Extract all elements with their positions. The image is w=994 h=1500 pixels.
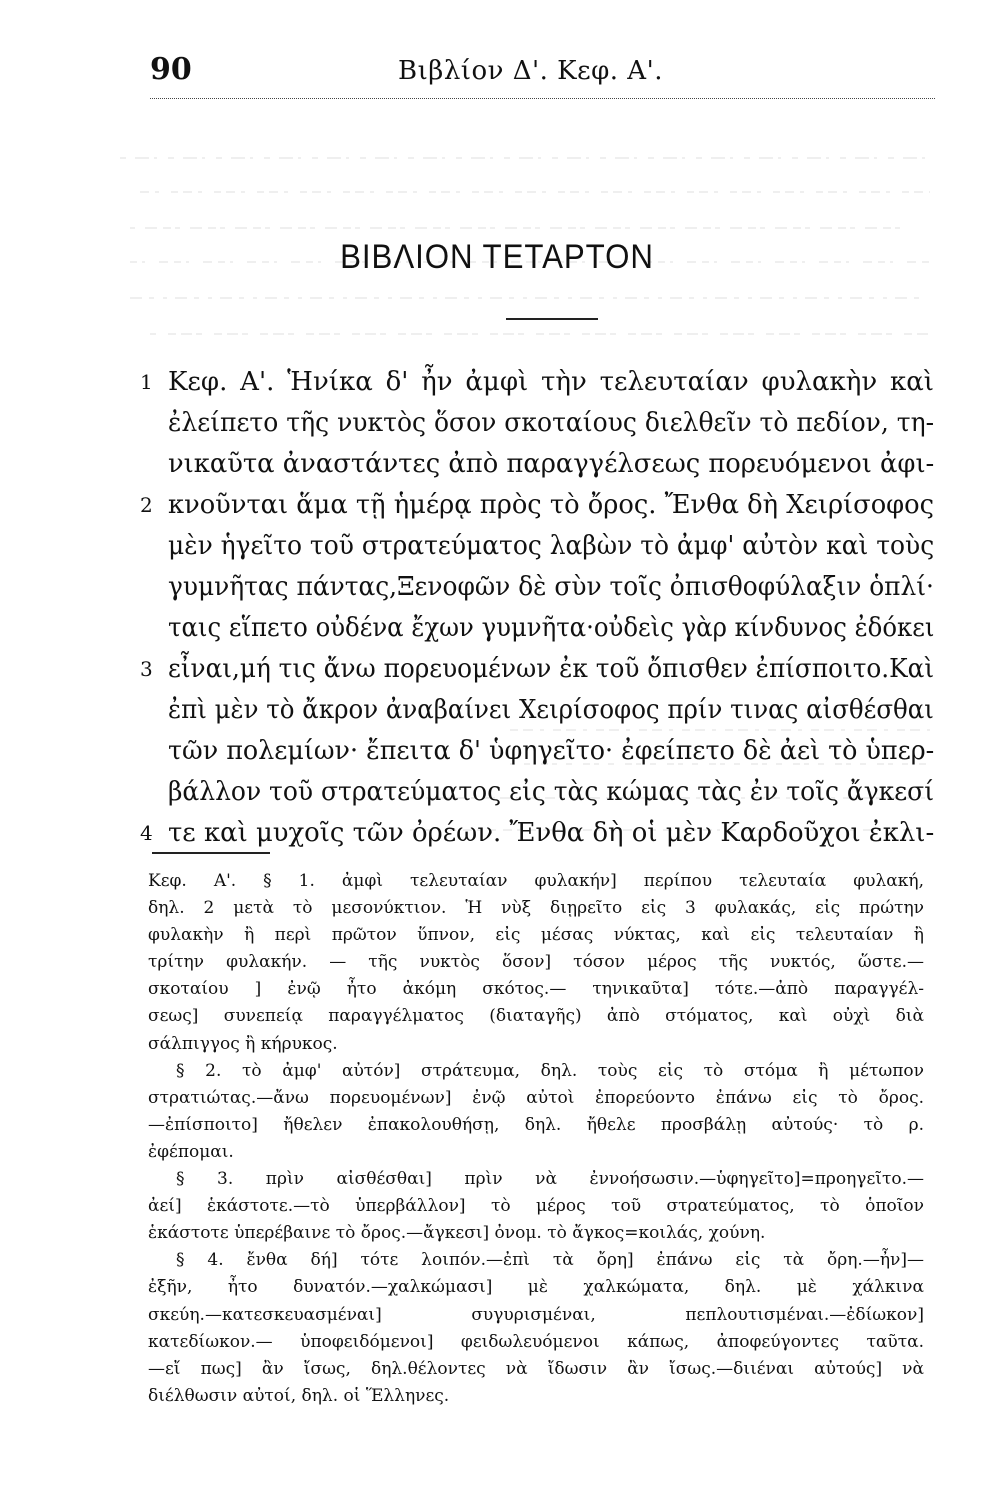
main-text-line: [168, 772, 934, 813]
footnote-line: Κεφ. Α'. § 1. ἀμφὶ τελευταίαν φυλακήν] περίπου τελευταία φυλακή,: [148, 871, 924, 891]
main-text-line: [168, 608, 934, 649]
footnote-line: τρίτην φυλακήν. — τῆς νυκτὸς ὅσον] τόσον μέρος τῆς νυκτός, ὥστε.—: [148, 952, 924, 973]
main-text-line-content: Κεφ. Α'. Ἡνίκα δ' ἦν ἀμφὶ τὴν τελευταίαν φυλακὴν καὶ: [168, 367, 934, 397]
footnote-line: § 3. πρὶν αἰσθέσθαι] πρὶν νὰ ἐννοήσωσιν.—ὑφηγεῖτο]=προηγεῖτο.—: [176, 1169, 924, 1190]
footnote-line: —εἴ πως] ἂν ἴσως, δηλ.θέλοντες νὰ ἴδωσιν ἂν ἴσως.—διιέναι αὐτούς] νὰ: [148, 1358, 924, 1379]
footnote-line: δηλ. 2 μετὰ τὸ μεσονύκτιον. Ἡ νὺξ διῃρεῖτο εἰς 3 φυλακάς, εἰς πρώτην: [148, 898, 924, 919]
main-text-line-content: μὲν ἡγεῖτο τοῦ στρατεύματος λαβὼν τὸ ἀμφ' αὐτὸν καὶ τοὺς: [168, 531, 935, 561]
main-text-line: [168, 444, 934, 485]
main-text-line: [140, 813, 935, 854]
footnote-line: σεως] συνεπείᾳ παραγγέλματος (διαταγῆς) ἀπὸ στόματος, καὶ οὐχὶ διὰ: [148, 1006, 924, 1027]
footnote-line: ἀεί] ἑκάστοτε.—τὸ ὑπερβάλλον] τὸ μέρος τοῦ στρατεύματος, τὸ ὁποῖον: [148, 1196, 924, 1217]
page-number: 90: [150, 52, 192, 87]
main-text-line-content: ἐλείπετο τῆς νυκτὸς ὅσον σκοταίους διελθεῖν τὸ πεδίον, τη-: [168, 408, 935, 438]
footnote-line: ἑκάστοτε ὑπερέβαινε τὸ ὄρος.—ἄγκεσι] ὀνομ. τὸ ἄγκος=κοιλάς, χούνη.: [148, 1223, 766, 1244]
main-text-line-content: νικαῦτα ἀναστάντες ἀπὸ παραγγέλσεως πορευόμενοι ἀφι-: [168, 449, 935, 479]
main-text-line-content: βάλλον τοῦ στρατεύματος εἰς τὰς κώμας τὰς ἐν τοῖς ἄγκεσί: [168, 777, 935, 807]
footnote-line: § 4. ἔνθα δή] τότε λοιπόν.—ἐπὶ τὰ ὄρη] ἐπάνω εἰς τὰ ὄρη.—ἦν]—: [176, 1250, 924, 1271]
footnote-line: ἐφέπομαι.: [148, 1141, 234, 1162]
footnote-line: σκοταίου ] ἐνῷ ἦτο ἀκόμη σκότος.— τηνικαῦτα] τότε.—ἀπὸ παραγγέλ-: [148, 979, 924, 1000]
footnote-line: στρατιώτας.—ἄνω πορευομένων] ἐνῷ αὐτοὶ ἐπορεύοντο ἐπάνω εἰς τὸ ὄρος.: [148, 1087, 924, 1108]
footnote-line: —ἐπίσποιτο] ἤθελεν ἐπακολουθήσῃ, δηλ. ἤθελε προσβάλῃ αὐτούς· τὸ ρ.: [148, 1114, 924, 1135]
main-text-line: [140, 485, 935, 526]
main-text-line-content: γυμνῆτας πάντας,Ξενοφῶν δὲ σὺν τοῖς ὀπισθοφύλαξιν ὁπλί·: [168, 572, 934, 602]
main-text-line: [168, 731, 934, 772]
section-number: 1: [140, 370, 153, 394]
footnote-line: ἐξῆν, ἦτο δυνατόν.—χαλκώμασι] μὲ χαλκώματα, δηλ. μὲ χάλκινα: [148, 1277, 924, 1298]
main-text-line: [140, 362, 934, 403]
main-text-block: [140, 362, 935, 854]
main-text-line-content: ἐπὶ μὲν τὸ ἄκρον ἀναβαίνει Χειρίσοφος πρίν τινας αἰσθέσθαι: [168, 695, 934, 725]
running-head: Βιβλίον Δ'. Κεφ. Α'.: [398, 56, 663, 86]
main-text-line-content: κνοῦνται ἅμα τῇ ἡμέρᾳ πρὸς τὸ ὄρος. Ἔνθα δὴ Χειρίσοφος: [168, 490, 935, 520]
footnote-line: διέλθωσιν αὐτοί, δηλ. οἱ Ἕλληνες.: [148, 1385, 450, 1406]
footnote-rule: [152, 852, 270, 854]
footnote-line: σάλπιγγος ἢ κήρυκος.: [148, 1033, 338, 1054]
main-text-line-content: εἶναι,μή τις ἄνω πορευομένων ἐκ τοῦ ὄπισθεν ἐπίσποιτο.Καὶ: [168, 654, 935, 684]
footnote-line: σκεύη.—κατεσκευασμέναι] συγυρισμέναι, πεπλουτισμέναι.—ἐδίωκον]: [148, 1304, 924, 1325]
main-text-line: [168, 567, 934, 608]
main-text-line-content: ταις εἵπετο οὐδένα ἔχων γυμνῆτα·οὐδεὶς γὰρ κίνδυνος ἐδόκει: [168, 613, 935, 643]
footnote-line: κατεδίωκον.— ὑποφειδόμενοι] φειδωλευόμενοι κάπως, ἀποφεύγοντες ταῦτα.: [148, 1331, 924, 1352]
book-title: ΒΙΒΛΙΟΝ ΤΕΤΑΡΤΟΝ: [340, 238, 654, 276]
main-text-line-content: τῶν πολεμίων· ἔπειτα δ' ὑφηγεῖτο· ἐφείπετο δὲ ἀεὶ τὸ ὑπερ-: [168, 736, 935, 766]
page-header: [150, 52, 935, 99]
section-number: 4: [140, 821, 153, 845]
main-text-line: [168, 690, 934, 731]
section-number: 2: [140, 493, 153, 517]
main-text-line-content: τε καὶ μυχοῖς τῶν ὀρέων. Ἔνθα δὴ οἱ μὲν Καρδοῦχοι ἐκλι-: [168, 818, 935, 848]
section-number: 3: [140, 657, 153, 681]
main-text-line: [168, 526, 934, 567]
footnote-line: φυλακὴν ἢ περὶ πρῶτον ὕπνον, εἰς μέσας νύκτας, καὶ εἰς τελευταίαν ἢ: [148, 925, 924, 946]
footnote-line: § 2. τὸ ἀμφ' αὐτόν] στράτευμα, δηλ. τοὺς εἰς τὸ στόμα ἢ μέτωπον: [176, 1060, 924, 1081]
title-rule: [506, 318, 598, 320]
footnotes-block: [148, 868, 924, 1410]
main-text-line: [168, 403, 934, 444]
main-text-line: [140, 649, 935, 690]
